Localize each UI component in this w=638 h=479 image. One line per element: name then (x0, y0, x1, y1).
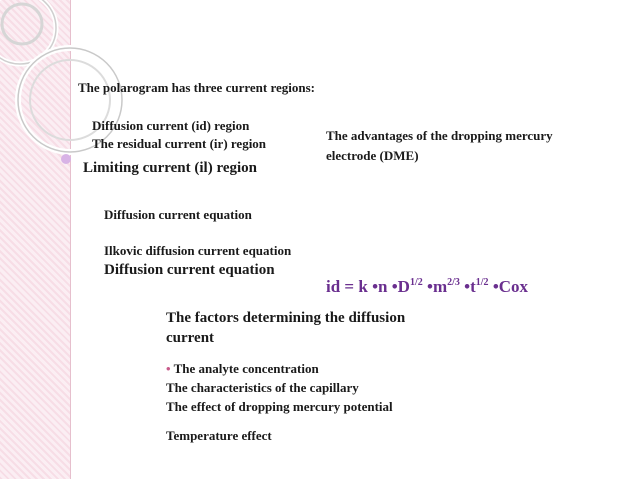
equation-sup2: 2/3 (447, 277, 460, 288)
factor-bullet-icon: • (166, 361, 171, 376)
diffusion-current-equation-heading: Diffusion current equation (104, 262, 275, 278)
ilkovic-equation (326, 277, 528, 297)
factor-temperature: Temperature effect (166, 428, 272, 443)
equation-part2: •m (422, 277, 448, 296)
equation-part4: •Cox (488, 277, 529, 296)
decorative-ring-small (2, 4, 42, 44)
factor-capillary: The characteristics of the capillary (166, 380, 359, 395)
equation-sup3: 1/2 (475, 277, 489, 288)
factor-analyte-text: The analyte concentration (170, 361, 319, 376)
factor-analyte-concentration (166, 361, 319, 377)
factor-mercury-potential: The effect of dropping mercury potential (166, 399, 393, 414)
residual-current-region: The residual current (ir) region (92, 136, 267, 151)
factors-heading-line2: current (166, 330, 215, 346)
diffusion-current-region: Diffusion current (id) region (92, 118, 250, 133)
ilkovic-equation-label: Ilkovic diffusion current equation (104, 243, 292, 258)
dme-advantages-line2: electrode (DME) (326, 148, 419, 163)
diffusion-current-equation-label: Diffusion current equation (104, 207, 252, 222)
polarogram-heading: The polarogram has three current regions: (78, 80, 315, 95)
dme-advantages-line1: The advantages of the dropping mercury (326, 128, 553, 143)
limiting-current-region: Limiting current (il) region (83, 160, 258, 176)
equation-sup1: 1/2 (409, 277, 423, 288)
factors-heading-line1: The factors determining the diffusion (166, 310, 406, 326)
equation-part1: id = k •n •D (326, 277, 410, 296)
round-bullet-icon (61, 154, 71, 164)
equation-part3: •t (459, 277, 476, 296)
